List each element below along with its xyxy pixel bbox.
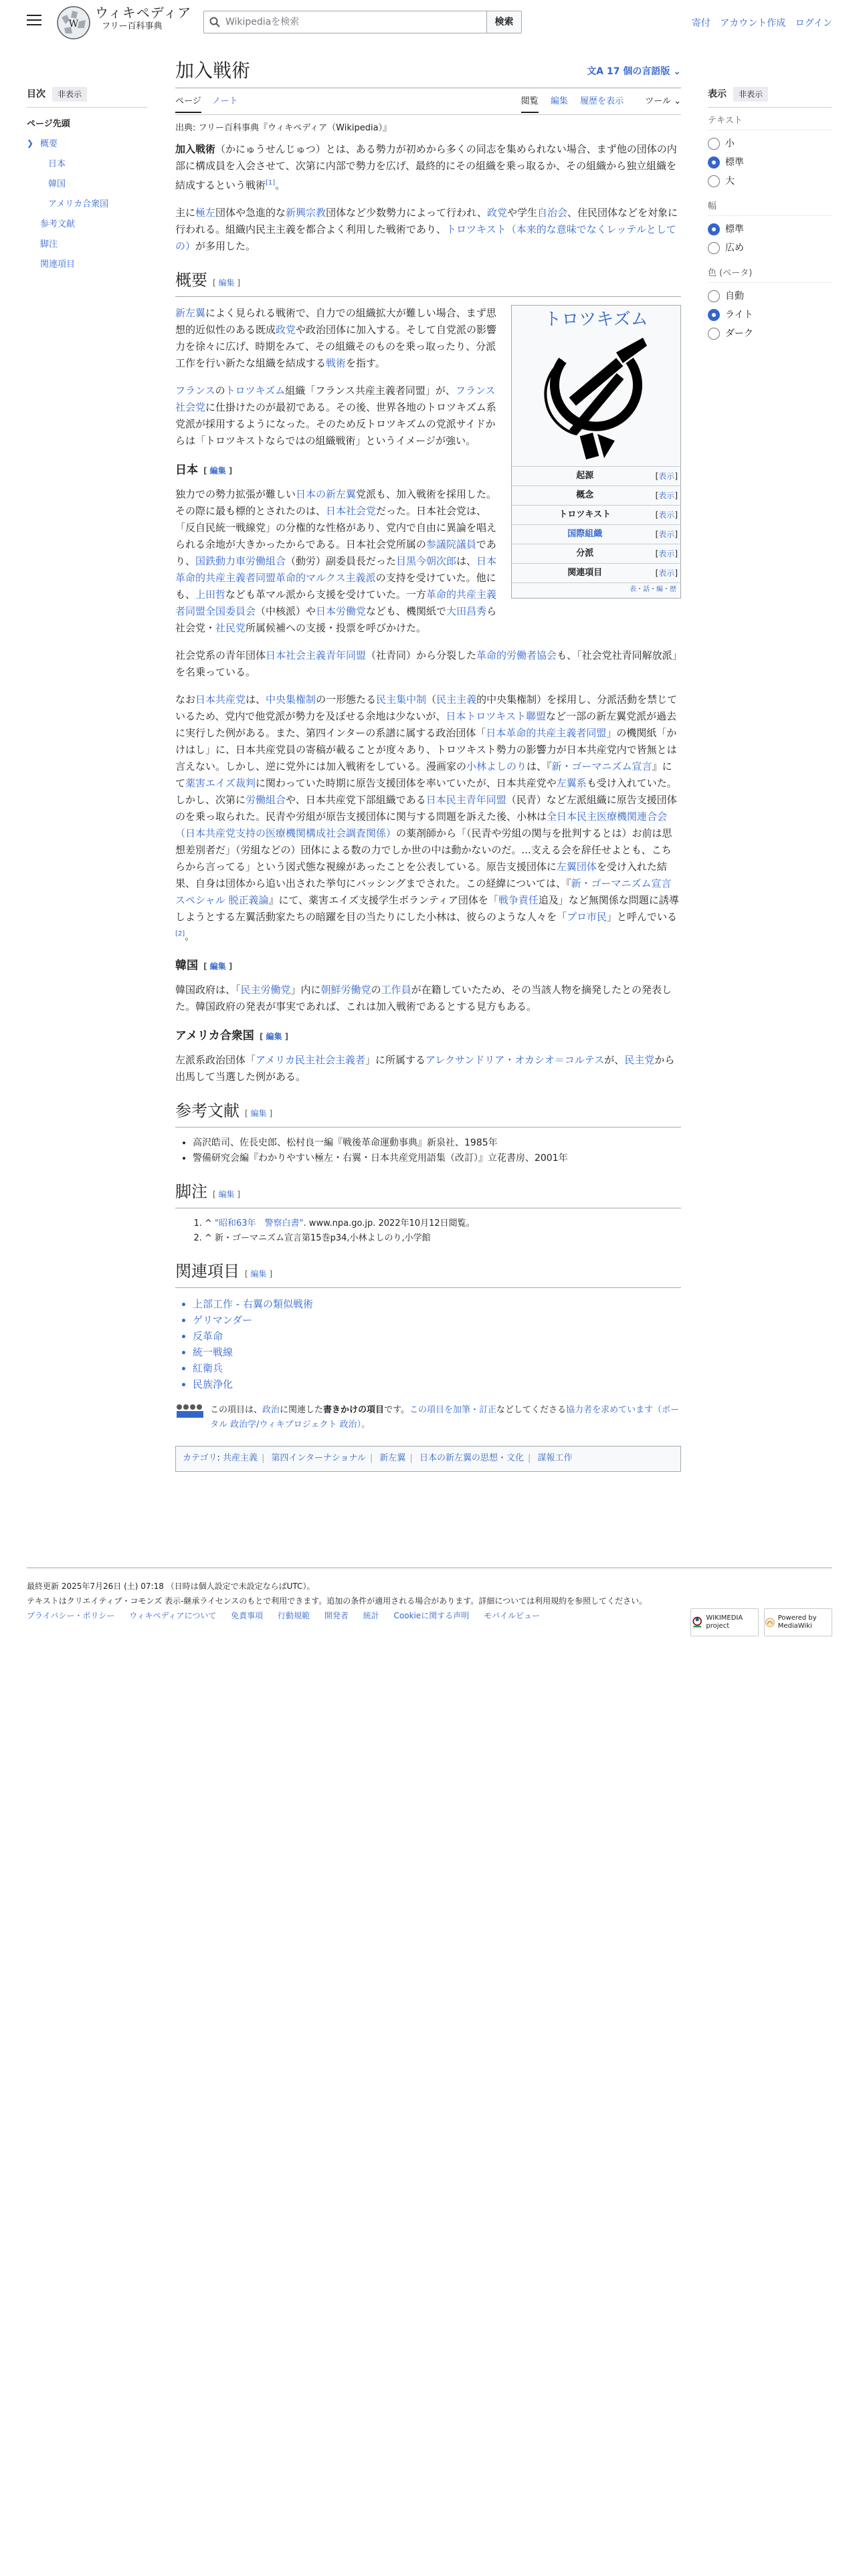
- korea-paragraph: 韓国政府は、「民主労働党」内に朝鮮労働党の工作員が在籍していたため、その当該人物を摘発したとの発表した。韓国政府の発表が事実であれば、これは加入戦術であるとする見方もある。: [175, 983, 672, 1012]
- appearance-hide-button[interactable]: 非表示: [733, 87, 768, 102]
- footer-link[interactable]: プライバシー・ポリシー: [27, 1611, 115, 1620]
- list-item: [205, 1216, 681, 1231]
- navbox-row-label: 関連項目: [567, 567, 603, 578]
- radio-color-dark[interactable]: [708, 324, 832, 343]
- footer-link[interactable]: ウィキペディアについて: [129, 1611, 217, 1620]
- radio-label: 大: [725, 176, 735, 187]
- stub-bold-text: 書きかけの項目: [323, 1404, 385, 1415]
- usa-paragraph: 左派系政治団体「アメリカ民主社会主義者」に所属するアレクサンドリア・オカシオ＝コルテスが、民主党から出馬して当選した例がある。: [175, 1053, 675, 1083]
- edit-section-link[interactable]: 編集: [250, 1108, 267, 1118]
- tab-tools-label: ツール: [645, 96, 671, 106]
- edit-section-link[interactable]: 編集: [266, 1031, 282, 1041]
- tab-tools[interactable]: ツール ⌄: [645, 96, 681, 106]
- radio-color-light[interactable]: [708, 306, 832, 324]
- license-text: テキストはクリエイティブ・コモンズ 表示-継承ライセンスのもとで利用できます。追加の条件が適用される場合があります。詳細については利用規約を参照してください。: [27, 1596, 648, 1606]
- section-heading-overview: 概要 [ 編集 ]: [175, 270, 681, 297]
- navbox-row-label: 概念: [576, 490, 594, 500]
- edit-section-link[interactable]: 編集: [250, 1269, 267, 1279]
- wikimedia-badge-text: WIKIMEDIA project: [706, 1614, 743, 1630]
- from-line: 出典: フリー百科事典『ウィキペディア（Wikipedia）』: [175, 123, 392, 133]
- navbox-row: 国際組織 [表示]: [512, 524, 680, 544]
- mediawiki-badge[interactable]: [764, 1608, 832, 1636]
- edit-section-link[interactable]: 編集: [218, 1189, 235, 1199]
- search-button[interactable]: 検索: [486, 11, 521, 33]
- tab-page[interactable]: ページ: [175, 96, 201, 113]
- overview-paragraph-2: フランスのトロツキズム組織「フランス共産主義者同盟」が、フランス社会党に仕掛けたのが最初である。その後、世界各地のトロツキズム系党派が採用するようになった。そのため反トロツキズムの党派サイドからは「トロツキストならではの組織戦術」というイメージが強い。: [175, 384, 496, 447]
- svg-text:W: W: [68, 19, 79, 29]
- translate-icon: 文A: [587, 66, 607, 77]
- radio-label: ライト: [725, 309, 753, 320]
- toc-item-japan[interactable]: 日本: [48, 159, 66, 170]
- radio-label: 標準: [725, 223, 744, 235]
- radio-label: 小: [725, 138, 735, 150]
- radio-text-small[interactable]: [708, 134, 832, 153]
- wikimedia-icon: [691, 1615, 703, 1630]
- references-heading-text: 参考文献: [175, 1101, 240, 1120]
- edit-section-link[interactable]: 編集: [209, 465, 226, 475]
- create-account-link[interactable]: アカウント作成: [720, 18, 786, 29]
- language-count: 17 個の言語版: [607, 66, 670, 77]
- navbox-toggle[interactable]: 表示: [658, 529, 675, 539]
- color-label: 色 (ベータ): [708, 267, 832, 283]
- navbox-toggle[interactable]: 表示: [658, 548, 675, 558]
- footer-link[interactable]: モバイルビュー: [484, 1611, 541, 1620]
- related-heading-text: 関連項目: [175, 1261, 240, 1281]
- list-item: 2. ^ 新・ゴーマニズム宣言第15巻p34,小林よしのり,小学館: [205, 1231, 681, 1246]
- search-placeholder: Wikipediaを検索: [225, 16, 300, 27]
- chevron-down-icon: ⌄: [670, 66, 681, 77]
- toc-item-notes[interactable]: 脚注: [40, 239, 58, 250]
- navbox-row: 関連項目 [表示]: [512, 563, 680, 582]
- navbox-toggle[interactable]: 表示: [658, 510, 675, 520]
- width-label: 幅: [708, 200, 832, 216]
- navbox-row: 起源 [表示]: [512, 466, 680, 486]
- wikimedia-badge[interactable]: [690, 1608, 759, 1636]
- radio-label: ダーク: [725, 328, 753, 339]
- trotskyism-emblem-icon: [536, 334, 656, 461]
- site-subtitle: フリー百科事典: [102, 21, 163, 31]
- toc-hide-button[interactable]: 非表示: [52, 87, 87, 102]
- footer-link[interactable]: 開発者: [324, 1611, 349, 1620]
- wikipedia-globe-logo[interactable]: [55, 4, 92, 41]
- footer-link[interactable]: Cookieに関する声明: [393, 1611, 470, 1620]
- section-heading-related: 関連項目 [ 編集 ]: [175, 1261, 681, 1288]
- navbox-toggle[interactable]: 表示: [658, 490, 675, 500]
- search-input[interactable]: [204, 11, 486, 33]
- width-group: [708, 200, 832, 257]
- japan-heading-text: 日本: [175, 463, 198, 477]
- radio-color-auto[interactable]: [708, 287, 832, 306]
- list-item[interactable]: • 民族浄化: [193, 1376, 681, 1392]
- edit-section-link[interactable]: 編集: [209, 961, 226, 971]
- section-heading-usa: アメリカ合衆国 [ 編集 ]: [175, 1029, 289, 1043]
- radio-width-standard[interactable]: [708, 220, 832, 239]
- lead-paragraph-1: 加入戦術（かにゅうせんじゅつ）とは、ある勢力が初めから多くの同志を集められない場合、まず他の団体の内部に構成員を入会させて、次第に内部で勢力を広げ、最終的にその組織を乗っ取るか、その組織から独立組織を結成するという戦術[1]。: [175, 142, 677, 191]
- navbox-row: 概念 [表示]: [512, 486, 680, 505]
- last-updated: 最終更新 2025年7月26日 (土) 07:18 （日時は個人設定で未設定ならばUTC）。: [27, 1582, 315, 1591]
- note-link[interactable]: "昭和63年 警察白書": [215, 1218, 304, 1228]
- navbox-row: 分派 [表示]: [512, 544, 680, 563]
- site-title-text[interactable]: ウィキペディア: [95, 5, 192, 21]
- main-content: [175, 58, 681, 1472]
- search-icon: [209, 17, 220, 27]
- toc-item-overview[interactable]: 概要: [40, 139, 58, 150]
- radio-label: 自動: [725, 290, 744, 302]
- radio-label: 標準: [725, 157, 744, 169]
- stub-politics-link[interactable]: 政治: [262, 1404, 280, 1415]
- main-menu-icon[interactable]: [27, 15, 41, 27]
- mediawiki-icon: [765, 1615, 775, 1630]
- japan-paragraph-2: 社会党系の青年団体日本社会主義青年同盟（社青同）から分裂した革命的労働者協会も、「社会党社青同解放派」を名乗っている。: [175, 649, 678, 678]
- japan-paragraph-3: なお日本共産党は、中央集権制の一形態たる民主集中制（民主主義的中央集権制）を採用し、分派活動を禁じているため、党内で他党派が勢力を及ぼせる余地は少ないが、日本トロツキスト聯盟など一部の新左翼党派が過去に実行した例がある。また、第四インターの系譜に属する政治団体「日本革命的共産主義者同盟」の機関紙「かけはし」に、日本共産党員の寄稿が載ることが度々あり、トロツキスト勢力の影響力が日本共産党内で皆無とは言えない。しかし、逆に党外には加入戦術をしている。漫画家の小林よしのりは、『新・ゴーマニズム宣言』にて薬害エイズ裁判に関わっていた時期に原告支援団体を率いていたが、日本共産党や左翼系も受け入れていた。しかし、次第に労働組合や、日本共産党下部組織である日本民主青年同盟（民青）など左派組織に原告支援団体のを乗っ取られた。民青や労組が原告支援団体に関与する問題を訴えた後、小林は全日本民主医療機関連合会（日本共産党支持の医療機関構成社会調査関係）の薬剤師から「（民青や労組の関与を批判するとは）お前は思想差別者だ」（労組などの）団体による数の力でしか世の中は動かないのだ。...支える会を辞任せよとも、こちらから言ってる」という図式態な視線があったことを公表している。原告支援団体に左翼団体を受け入れた結果、自身は団体から追い出された挙句にバッシングまでされた。この経緯については、『新・ゴーマニズム宣言スペシャル 脱正義論』にて、薬害エイズ支援学生ボランティア団体を「戦争責任追及」など無関係な問題に誘導しようとする左翼活動家たちの暗躍を目の当たりにした小林は、彼らのような人々を「プロ市民」と呼んでいる[2]。: [175, 693, 679, 942]
- lead-paragraph-2: 主に極左団体や急進的な新興宗教団体など少数勢力によって行われ、政党や学生自治会、住民団体などを対象に行われる。組織内民主主義を都合よく利用した戦術であり、トロツキスト（本来的な意味でなくレッテルとしての）が多用した。: [175, 206, 678, 252]
- navbox-row-label: トロツキスト: [559, 509, 611, 520]
- mediawiki-badge-text: Powered by MediaWiki: [777, 1614, 817, 1630]
- footer-link[interactable]: 統計: [363, 1611, 379, 1620]
- navbox-row-label[interactable]: 国際組織: [567, 528, 603, 539]
- stub-notice: [175, 1403, 681, 1432]
- radio-text-standard[interactable]: [708, 153, 832, 172]
- navbox-toggle[interactable]: 表示: [658, 568, 675, 578]
- japan-paragraph-1: 独力での勢力拡張が難しい日本の新左翼党派も、加入戦術を採用した。その際に最も標的とされたのは、日本社会党だった。日本社会党は、「反自民統一戦線党」の分権的な性格があり、党内で自由に異論を唱えられる余地が大きかったからである。日本社会党所属の参議院議員であり、国鉄動力車労働組合（動労）副委員長だった目黒今朝次郎は、日本革命的共産主義者同盟革命的マルクス主義派の支持を受けていた。他にも、上田哲なども革マル派から支援を受けていた。一方革命的共産主義者同盟全国委員会（中核派）や日本労働党なども、機関紙で大田昌秀ら社会党・社民党所属候補への支援・投票を呼びかけた。: [175, 488, 497, 634]
- page-title: 加入戦術: [175, 60, 251, 82]
- section-heading-references: 参考文献 [ 編集 ]: [175, 1100, 681, 1128]
- text-size-group: [708, 114, 832, 191]
- hammer-sickle-4-icon: [512, 331, 680, 466]
- overview-paragraph-1: 新左翼によく見られる戦術で、自力での組織拡大が難しい場合、まず思想的近似性のある既成政党や政治団体に加入する。そして自党派の影響力を徐々に広げ、時期をみて、その組織そのものを乗っ取ったり、分派工作を行い新たな組織を結成する戦術を指す。: [175, 306, 497, 369]
- note-text: . www.npa.go.jp. 2022年10月12日閲覧。: [303, 1218, 475, 1228]
- notes-list: [175, 1216, 681, 1246]
- site-title[interactable]: [95, 4, 191, 32]
- page-footer: [27, 1568, 832, 1630]
- korea-heading-text: 韓国: [175, 958, 198, 972]
- tab-talk[interactable]: ノート: [211, 96, 238, 106]
- footer-link[interactable]: 行動規範: [278, 1611, 310, 1620]
- edit-section-link[interactable]: 編集: [218, 278, 235, 288]
- list-item: • 警備研究会編『わかりやすい極左・右翼・日本共産党用語集（改訂）』立花書房、2001年: [193, 1151, 681, 1166]
- stub-text: などしてくださる: [496, 1404, 567, 1415]
- list-item: • 高沢皓司、佐長史郎、松村良一編『戦後革命運動事典』新泉社、1985年: [193, 1136, 681, 1151]
- list-item[interactable]: • 紅衛兵: [193, 1360, 681, 1376]
- footer-badges: [685, 1608, 832, 1636]
- table-of-contents: [27, 87, 147, 275]
- navbox-footer-links[interactable]: 表・話・編・歴: [512, 582, 680, 598]
- stub-text: この項目は、: [210, 1404, 263, 1415]
- list-item[interactable]: • 反革命: [193, 1328, 681, 1344]
- appearance-header: [708, 87, 832, 108]
- politics-stub-icon: [175, 1403, 206, 1419]
- reference-list: [175, 1136, 681, 1166]
- title-row: [175, 58, 681, 88]
- login-link[interactable]: ログイン: [795, 18, 832, 29]
- text-size-label: テキスト: [708, 114, 832, 130]
- toc-item-references[interactable]: 参考文献: [40, 219, 76, 230]
- radio-label: 広め: [725, 242, 744, 253]
- list-item[interactable]: • 上部工作 - 右翼の類似戦術: [193, 1296, 681, 1312]
- stub-text: です。: [384, 1404, 410, 1415]
- category-links: カテゴリ: 共産主義 | 第四インターナショナル | 新左翼 | 日本の新左翼の思想・文化 | 謀報工作: [175, 1446, 681, 1472]
- usa-heading-text: アメリカ合衆国: [175, 1029, 254, 1043]
- donate-link[interactable]: 寄付: [691, 18, 710, 29]
- color-group: [708, 267, 832, 343]
- footer-link[interactable]: 免責事項: [231, 1611, 264, 1620]
- notes-heading-text: 脚注: [175, 1182, 207, 1201]
- trotskyism-navbox: [511, 305, 681, 599]
- list-item[interactable]: • 統一戦線: [193, 1344, 681, 1360]
- stub-portal-link[interactable]: （ポータル 政治学/ウィキプロジェクト 政治）。: [210, 1404, 680, 1430]
- category-link[interactable]: 謀報工作: [537, 1453, 573, 1463]
- toc-header: [27, 87, 147, 108]
- toc-item-usa[interactable]: アメリカ合衆国: [48, 199, 109, 210]
- category-link[interactable]: 日本の新左翼の思想・文化: [419, 1453, 524, 1463]
- note-caret[interactable]: ^: [205, 1218, 215, 1228]
- section-heading-korea: 韓国 [ 編集 ]: [175, 958, 233, 972]
- toc-item-related[interactable]: 関連項目: [40, 259, 76, 270]
- category-link[interactable]: 共産主義: [223, 1453, 258, 1463]
- section-heading-japan: 日本 [ 編集 ]: [175, 463, 233, 477]
- category-link[interactable]: 新左翼: [379, 1453, 406, 1463]
- language-button[interactable]: [587, 64, 681, 79]
- section-heading-notes: 脚注 [ 編集 ]: [175, 1181, 681, 1208]
- overview-heading-text: 概要: [175, 270, 207, 290]
- appearance-panel: [708, 87, 832, 352]
- navbox-row: トロツキスト [表示]: [512, 505, 680, 524]
- categories-label-link[interactable]: カテゴリ: [183, 1453, 217, 1463]
- navbox-toggle[interactable]: 表示: [658, 471, 675, 481]
- stub-edit-link[interactable]: この項目を加筆・訂正: [409, 1404, 497, 1415]
- radio-width-wide[interactable]: [708, 239, 832, 257]
- category-link[interactable]: 第四インターナショナル: [271, 1453, 366, 1463]
- site-header: [0, 0, 859, 44]
- list-item[interactable]: • ゲリマンダー: [193, 1312, 681, 1328]
- related-list: [175, 1296, 681, 1392]
- navbox-title[interactable]: トロツキズム: [544, 309, 648, 330]
- page-tabs: [175, 88, 681, 115]
- appearance-title: 表示: [708, 89, 727, 100]
- tab-history[interactable]: 履歴を表示: [580, 96, 624, 106]
- navbox-row-label: 起源: [576, 470, 594, 481]
- toc-item-top[interactable]: ページ先頭: [27, 119, 70, 130]
- tab-read[interactable]: 閲覧: [521, 96, 539, 113]
- chevron-down-icon[interactable]: ❯: [27, 138, 34, 148]
- tab-edit[interactable]: 編集: [550, 96, 568, 106]
- toc-item-korea[interactable]: 韓国: [48, 179, 66, 190]
- user-links: [685, 16, 832, 31]
- radio-text-large[interactable]: [708, 172, 832, 191]
- navbox-row-label: 分派: [576, 548, 594, 558]
- search-box: [203, 11, 522, 33]
- stub-text: に関連した: [280, 1404, 324, 1415]
- stub-help-link[interactable]: 協力者を求めています: [566, 1404, 654, 1415]
- toc-title: 目次: [27, 89, 45, 100]
